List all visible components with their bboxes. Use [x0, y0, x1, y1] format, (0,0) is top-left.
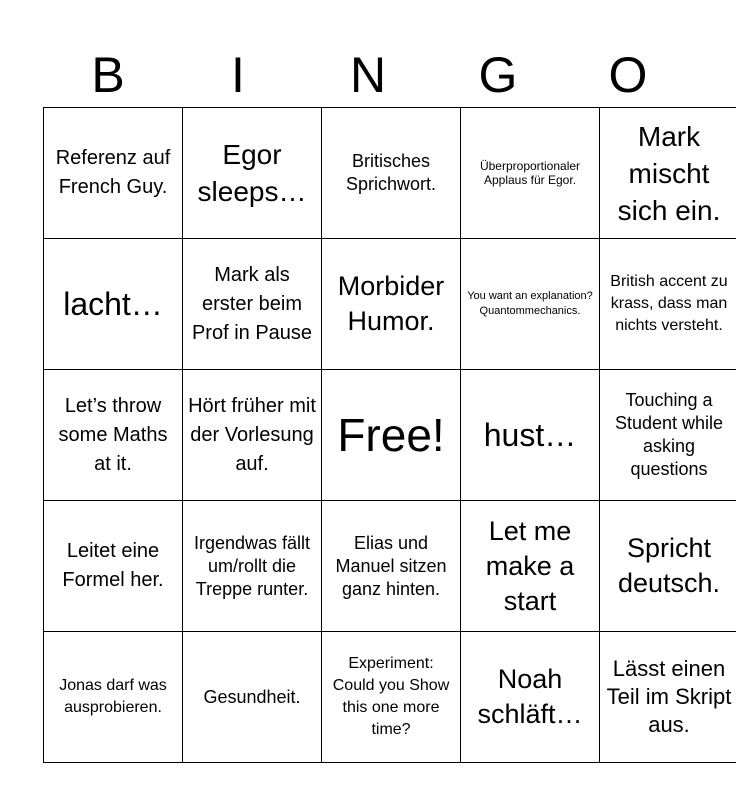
bingo-cell[interactable]: You want an explanation? Quantommechanics.: [461, 239, 600, 370]
header-letter-g: G: [478, 47, 518, 103]
bingo-cell[interactable]: Let me make a start: [461, 501, 600, 632]
bingo-cell[interactable]: hust…: [461, 370, 600, 501]
bingo-cell[interactable]: Lässt einen Teil im Skript aus.: [600, 632, 736, 763]
bingo-board: [43, 107, 736, 763]
bingo-cell[interactable]: Spricht deutsch.: [600, 501, 736, 632]
free-cell[interactable]: Free!: [322, 370, 461, 501]
bingo-cell[interactable]: Referenz auf French Guy.: [44, 108, 183, 239]
bingo-cell[interactable]: Mark als erster beim Prof in Pause: [183, 239, 322, 370]
bingo-cell[interactable]: Touching a Student while asking questions: [600, 370, 736, 501]
bingo-cell[interactable]: Überproportionaler Applaus für Egor.: [461, 108, 600, 239]
bingo-cell[interactable]: Hört früher mit der Vorlesung auf.: [183, 370, 322, 501]
header-letter-n: N: [349, 47, 387, 103]
bingo-cell[interactable]: Elias und Manuel sitzen ganz hinten.: [322, 501, 461, 632]
bingo-header: [43, 44, 693, 106]
board-row: [44, 632, 736, 763]
bingo-cell[interactable]: Britisches Sprichwort.: [322, 108, 461, 239]
board-row: [44, 108, 736, 239]
bingo-cell[interactable]: Experiment: Could you Show this one more time?: [322, 632, 461, 763]
bingo-cell[interactable]: Jonas darf was ausprobieren.: [44, 632, 183, 763]
bingo-cell[interactable]: Noah schläft…: [461, 632, 600, 763]
bingo-cell[interactable]: lacht…: [44, 239, 183, 370]
header-letter-b: B: [91, 47, 125, 103]
bingo-cell[interactable]: Irgendwas fällt um/rollt die Treppe runter.: [183, 501, 322, 632]
bingo-cell[interactable]: Gesundheit.: [183, 632, 322, 763]
bingo-cell[interactable]: Let’s throw some Maths at it.: [44, 370, 183, 501]
bingo-cell[interactable]: Morbider Humor.: [322, 239, 461, 370]
board-row: [44, 501, 736, 632]
bingo-cell[interactable]: Leitet eine Formel her.: [44, 501, 183, 632]
board-row: [44, 239, 736, 370]
board-row: [44, 370, 736, 501]
header-letter-i: I: [231, 47, 245, 103]
bingo-cell[interactable]: British accent zu krass, dass man nichts versteht.: [600, 239, 736, 370]
bingo-cell[interactable]: Egor sleeps…: [183, 108, 322, 239]
header-letter-o: O: [608, 47, 648, 103]
bingo-cell[interactable]: Mark mischt sich ein.: [600, 108, 736, 239]
